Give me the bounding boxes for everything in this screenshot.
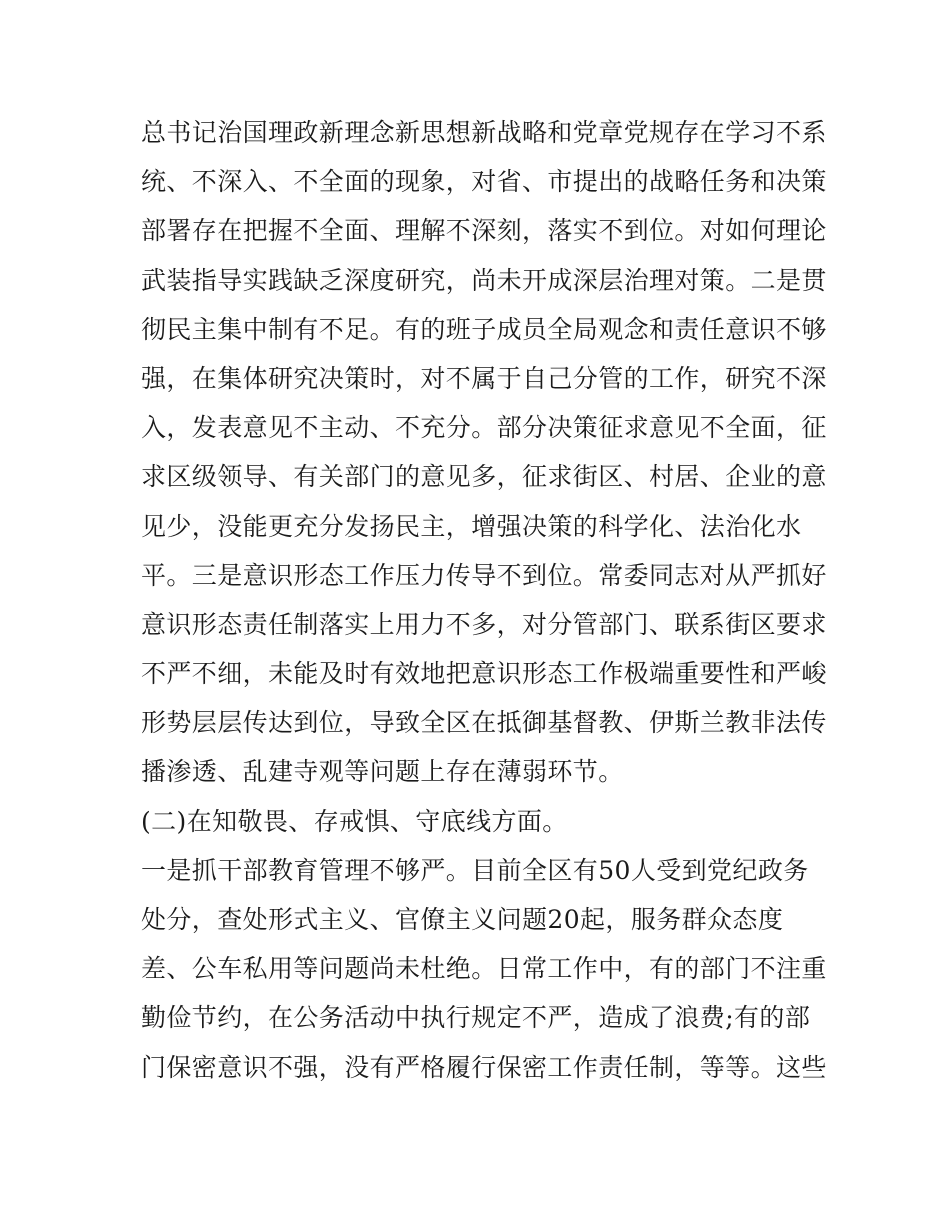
text-line: 门保密意识不强，没有严格履行保密工作责任制，等等。这些 xyxy=(141,1052,827,1082)
text-line: 彻民主集中制有不足。有的班子成员全局观念和责任意识不够 xyxy=(141,314,827,344)
text-line: 播渗透、乱建寺观等问题上存在薄弱环节。 xyxy=(141,757,624,787)
text-line: 意识形态责任制落实上用力不多，对分管部门、联系街区要求 xyxy=(141,609,827,639)
text-line: 统、不深入、不全面的现象，对省、市提出的战略任务和决策 xyxy=(141,167,827,197)
text-line: 入，发表意见不主动、不充分。部分决策征求意见不全面，征 xyxy=(141,413,827,443)
text-line: 求区级领导、有关部门的意见多，征求街区、村居、企业的意 xyxy=(141,462,827,492)
text-line: 不严不细，未能及时有效地把意识形态工作极端重要性和严峻 xyxy=(141,659,827,689)
section-heading: (二)在知敬畏、存戒惧、守底线方面。 xyxy=(141,806,568,836)
text-line: 部署存在把握不全面、理解不深刻，落实不到位。对如何理论 xyxy=(141,216,827,246)
text-line: 总书记治国理政新理念新思想新战略和党章党规存在学习不系 xyxy=(141,118,827,147)
text-line: 勤俭节约，在公务活动中执行规定不严，造成了浪费;有的部 xyxy=(141,1003,811,1033)
body-text xyxy=(141,108,827,1092)
text-line: 一是抓干部教育管理不够严。目前全区有50人受到党纪政务 xyxy=(141,855,809,885)
text-line: 处分，查处形式主义、官僚主义问题20起，服务群众态度 xyxy=(141,905,784,934)
text-line: 武装指导实践缺乏深度研究，尚未开成深层治理对策。二是贯 xyxy=(141,265,827,295)
text-line: 差、公车私用等问题尚未杜绝。日常工作中，有的部门不注重 xyxy=(141,954,827,984)
text-line: 平。三是意识形态工作压力传导不到位。常委同志对从严抓好 xyxy=(141,560,827,590)
text-line: 形势层层传达到位，导致全区在抵御基督教、伊斯兰教非法传 xyxy=(141,708,827,738)
text-line: 强，在集体研究决策时，对不属于自己分管的工作，研究不深 xyxy=(141,363,827,393)
text-line: 见少，没能更充分发扬民主，增强决策的科学化、法治化水 xyxy=(141,511,802,541)
